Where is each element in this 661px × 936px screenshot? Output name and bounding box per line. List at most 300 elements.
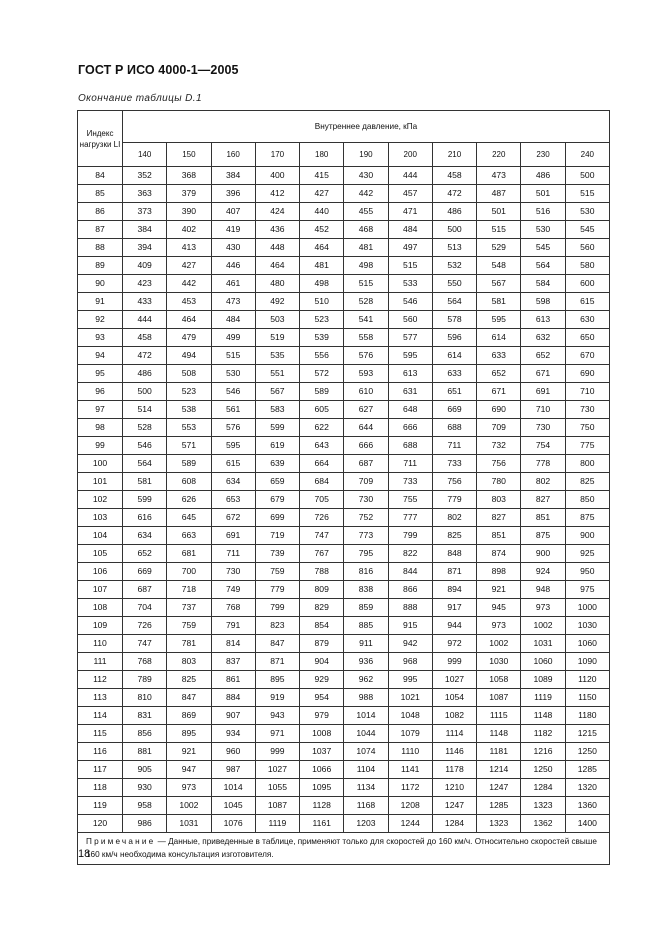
load-value-cell: 829: [300, 599, 344, 617]
load-value-cell: 775: [565, 437, 609, 455]
load-value-cell: 1161: [300, 815, 344, 833]
load-value-cell: 942: [388, 635, 432, 653]
load-value-cell: 407: [211, 203, 255, 221]
load-value-cell: 822: [388, 545, 432, 563]
load-value-cell: 589: [300, 383, 344, 401]
load-value-cell: 1058: [477, 671, 521, 689]
load-value-cell: 1110: [388, 743, 432, 761]
note-heading: Примечание: [86, 837, 156, 846]
table-foot: [78, 833, 610, 865]
load-value-cell: 631: [388, 383, 432, 401]
load-index-cell: 113: [78, 689, 123, 707]
load-value-cell: 384: [123, 221, 167, 239]
table-row: [78, 491, 610, 509]
load-value-cell: 564: [521, 257, 565, 275]
load-value-cell: 1284: [521, 779, 565, 797]
load-index-cell: 95: [78, 365, 123, 383]
load-index-cell: 117: [78, 761, 123, 779]
load-index-cell: 107: [78, 581, 123, 599]
load-value-cell: 780: [477, 473, 521, 491]
load-value-cell: 709: [477, 419, 521, 437]
load-value-cell: 719: [255, 527, 299, 545]
load-value-cell: 430: [344, 167, 388, 185]
load-value-cell: 616: [123, 509, 167, 527]
load-value-cell: 718: [167, 581, 211, 599]
load-value-cell: 750: [565, 419, 609, 437]
load-value-cell: 528: [344, 293, 388, 311]
load-value-cell: 950: [565, 563, 609, 581]
load-value-cell: 608: [167, 473, 211, 491]
load-value-cell: 510: [300, 293, 344, 311]
load-value-cell: 704: [123, 599, 167, 617]
table-row: [78, 311, 610, 329]
load-value-cell: 861: [211, 671, 255, 689]
load-value-cell: 622: [300, 419, 344, 437]
load-value-cell: 535: [255, 347, 299, 365]
load-value-cell: 911: [344, 635, 388, 653]
load-value-cell: 453: [167, 293, 211, 311]
load-value-cell: 1148: [521, 707, 565, 725]
load-value-cell: 363: [123, 185, 167, 203]
load-value-cell: 560: [565, 239, 609, 257]
load-value-cell: 546: [388, 293, 432, 311]
load-value-cell: 530: [565, 203, 609, 221]
load-value-cell: 962: [344, 671, 388, 689]
load-value-cell: 571: [167, 437, 211, 455]
load-value-cell: 599: [123, 491, 167, 509]
load-value-cell: 1182: [521, 725, 565, 743]
load-value-cell: 681: [167, 545, 211, 563]
load-index-cell: 109: [78, 617, 123, 635]
load-value-cell: 1021: [388, 689, 432, 707]
load-value-cell: 515: [388, 257, 432, 275]
load-value-cell: 598: [521, 293, 565, 311]
load-value-cell: 666: [344, 437, 388, 455]
load-value-cell: 960: [211, 743, 255, 761]
table-row: [78, 761, 610, 779]
table-row: [78, 725, 610, 743]
load-value-cell: 1320: [565, 779, 609, 797]
load-value-cell: 413: [167, 239, 211, 257]
load-value-cell: 1090: [565, 653, 609, 671]
table-row: [78, 203, 610, 221]
load-value-cell: 1323: [477, 815, 521, 833]
load-value-cell: 663: [167, 527, 211, 545]
load-value-cell: 825: [432, 527, 476, 545]
load-value-cell: 545: [565, 221, 609, 239]
load-value-cell: 1247: [432, 797, 476, 815]
load-value-cell: 810: [123, 689, 167, 707]
load-value-cell: 924: [521, 563, 565, 581]
load-value-cell: 546: [123, 437, 167, 455]
load-value-cell: 368: [167, 167, 211, 185]
pressure-value-header: 190: [344, 143, 388, 167]
load-value-cell: 789: [123, 671, 167, 689]
load-value-cell: 1285: [477, 797, 521, 815]
load-value-cell: 634: [211, 473, 255, 491]
load-value-cell: 919: [255, 689, 299, 707]
table-row: [78, 545, 610, 563]
load-value-cell: 634: [123, 527, 167, 545]
table-row: [78, 743, 610, 761]
table-row: [78, 707, 610, 725]
load-value-cell: 652: [521, 347, 565, 365]
load-value-cell: 464: [167, 311, 211, 329]
load-value-cell: 972: [432, 635, 476, 653]
load-value-cell: 1089: [521, 671, 565, 689]
load-value-cell: 898: [477, 563, 521, 581]
load-value-cell: 711: [432, 437, 476, 455]
load-value-cell: 1082: [432, 707, 476, 725]
load-value-cell: 1360: [565, 797, 609, 815]
load-value-cell: 1115: [477, 707, 521, 725]
load-value-cell: 614: [477, 329, 521, 347]
load-value-cell: 905: [123, 761, 167, 779]
load-value-cell: 613: [521, 311, 565, 329]
load-value-cell: 814: [211, 635, 255, 653]
load-value-cell: 915: [388, 617, 432, 635]
load-value-cell: 600: [565, 275, 609, 293]
load-value-cell: 545: [521, 239, 565, 257]
load-value-cell: 487: [477, 185, 521, 203]
load-value-cell: 1031: [167, 815, 211, 833]
pressure-value-header: 160: [211, 143, 255, 167]
load-value-cell: 442: [344, 185, 388, 203]
load-index-cell: 99: [78, 437, 123, 455]
load-value-cell: 973: [477, 617, 521, 635]
load-value-cell: 803: [477, 491, 521, 509]
load-value-cell: 779: [255, 581, 299, 599]
load-value-cell: 781: [167, 635, 211, 653]
table-row: [78, 167, 610, 185]
load-value-cell: 1002: [167, 797, 211, 815]
note-cell: [78, 833, 610, 865]
table-row: [78, 221, 610, 239]
load-value-cell: 837: [211, 653, 255, 671]
load-value-cell: 874: [477, 545, 521, 563]
load-value-cell: 747: [123, 635, 167, 653]
load-value-cell: 444: [123, 311, 167, 329]
load-value-cell: 1104: [344, 761, 388, 779]
pressure-value-header: 240: [565, 143, 609, 167]
pressure-header: Внутреннее давление, кПа: [123, 111, 610, 143]
load-value-cell: 730: [344, 491, 388, 509]
load-value-cell: 756: [477, 455, 521, 473]
load-value-cell: 546: [211, 383, 255, 401]
load-value-cell: 737: [167, 599, 211, 617]
load-value-cell: 669: [432, 401, 476, 419]
load-value-cell: 755: [388, 491, 432, 509]
load-value-cell: 373: [123, 203, 167, 221]
load-value-cell: 508: [167, 365, 211, 383]
load-value-cell: 643: [300, 437, 344, 455]
load-value-cell: 875: [521, 527, 565, 545]
load-value-cell: 394: [123, 239, 167, 257]
load-value-cell: 1210: [432, 779, 476, 797]
load-value-cell: 479: [167, 329, 211, 347]
load-value-cell: 710: [521, 401, 565, 419]
load-value-cell: 1048: [388, 707, 432, 725]
load-value-cell: 481: [300, 257, 344, 275]
load-value-cell: 352: [123, 167, 167, 185]
load-value-cell: 854: [300, 617, 344, 635]
load-value-cell: 847: [255, 635, 299, 653]
load-value-cell: 945: [477, 599, 521, 617]
load-value-cell: 700: [167, 563, 211, 581]
load-value-cell: 516: [521, 203, 565, 221]
load-value-cell: 749: [211, 581, 255, 599]
load-value-cell: 558: [344, 329, 388, 347]
load-value-cell: 986: [123, 815, 167, 833]
table-caption: Окончание таблицы D.1: [78, 93, 202, 104]
load-value-cell: 971: [255, 725, 299, 743]
load-value-cell: 988: [344, 689, 388, 707]
table-row: [78, 653, 610, 671]
load-value-cell: 400: [255, 167, 299, 185]
load-value-cell: 888: [388, 599, 432, 617]
load-index-cell: 118: [78, 779, 123, 797]
load-value-cell: 580: [565, 257, 609, 275]
load-index-cell: 120: [78, 815, 123, 833]
table-row: [78, 401, 610, 419]
page-number: 18: [78, 848, 91, 860]
load-value-cell: 754: [521, 437, 565, 455]
load-value-cell: 472: [123, 347, 167, 365]
load-value-cell: 653: [211, 491, 255, 509]
load-value-cell: 614: [432, 347, 476, 365]
load-value-cell: 711: [211, 545, 255, 563]
load-value-cell: 803: [167, 653, 211, 671]
load-value-cell: 739: [255, 545, 299, 563]
load-value-cell: 599: [255, 419, 299, 437]
load-value-cell: 430: [211, 239, 255, 257]
load-value-cell: 409: [123, 257, 167, 275]
load-value-cell: 900: [521, 545, 565, 563]
load-value-cell: 581: [123, 473, 167, 491]
table-row: [78, 257, 610, 275]
load-value-cell: 730: [521, 419, 565, 437]
load-value-cell: 550: [432, 275, 476, 293]
load-value-cell: 691: [521, 383, 565, 401]
load-index-cell: 110: [78, 635, 123, 653]
load-value-cell: 1014: [344, 707, 388, 725]
load-value-cell: 498: [344, 257, 388, 275]
load-value-cell: 726: [300, 509, 344, 527]
load-value-cell: 500: [565, 167, 609, 185]
load-value-cell: 605: [300, 401, 344, 419]
table-row: [78, 563, 610, 581]
load-value-cell: 613: [388, 365, 432, 383]
load-value-cell: 497: [388, 239, 432, 257]
load-value-cell: 390: [167, 203, 211, 221]
load-value-cell: 615: [211, 455, 255, 473]
load-value-cell: 481: [344, 239, 388, 257]
load-value-cell: 627: [344, 401, 388, 419]
load-value-cell: 671: [521, 365, 565, 383]
load-value-cell: 615: [565, 293, 609, 311]
load-value-cell: 1060: [521, 653, 565, 671]
load-value-cell: 492: [255, 293, 299, 311]
load-value-cell: 799: [388, 527, 432, 545]
load-value-cell: 645: [167, 509, 211, 527]
load-value-cell: 1054: [432, 689, 476, 707]
load-value-cell: 838: [344, 581, 388, 599]
load-value-cell: 1178: [432, 761, 476, 779]
load-value-cell: 633: [432, 365, 476, 383]
load-value-cell: 468: [344, 221, 388, 239]
load-value-cell: 498: [300, 275, 344, 293]
load-value-cell: 732: [477, 437, 521, 455]
load-value-cell: 424: [255, 203, 299, 221]
load-value-cell: 633: [477, 347, 521, 365]
table-row: [78, 329, 610, 347]
load-value-cell: 827: [521, 491, 565, 509]
load-value-cell: 907: [211, 707, 255, 725]
load-index-cell: 87: [78, 221, 123, 239]
load-value-cell: 471: [388, 203, 432, 221]
load-value-cell: 800: [565, 455, 609, 473]
load-value-cell: 440: [300, 203, 344, 221]
load-index-cell: 105: [78, 545, 123, 563]
load-value-cell: 684: [300, 473, 344, 491]
load-value-cell: 881: [123, 743, 167, 761]
load-value-cell: 954: [300, 689, 344, 707]
load-value-cell: 1027: [255, 761, 299, 779]
pressure-value-header: 140: [123, 143, 167, 167]
load-value-cell: 1087: [255, 797, 299, 815]
load-value-cell: 851: [477, 527, 521, 545]
load-value-cell: 1172: [388, 779, 432, 797]
load-value-cell: 1002: [521, 617, 565, 635]
load-value-cell: 1114: [432, 725, 476, 743]
load-value-cell: 529: [477, 239, 521, 257]
table-row: [78, 599, 610, 617]
load-value-cell: 1030: [565, 617, 609, 635]
table-row: [78, 239, 610, 257]
load-value-cell: 768: [123, 653, 167, 671]
load-value-cell: 895: [255, 671, 299, 689]
load-value-cell: 532: [432, 257, 476, 275]
load-value-cell: 705: [300, 491, 344, 509]
load-value-cell: 799: [255, 599, 299, 617]
load-value-cell: 379: [167, 185, 211, 203]
load-index-cell: 90: [78, 275, 123, 293]
load-value-cell: 402: [167, 221, 211, 239]
load-index-cell: 96: [78, 383, 123, 401]
table-row: [78, 509, 610, 527]
load-value-cell: 848: [432, 545, 476, 563]
load-index-cell: 88: [78, 239, 123, 257]
load-index-cell: 112: [78, 671, 123, 689]
load-index-cell: 115: [78, 725, 123, 743]
load-value-cell: 444: [388, 167, 432, 185]
load-value-cell: 419: [211, 221, 255, 239]
load-value-cell: 759: [167, 617, 211, 635]
load-value-cell: 917: [432, 599, 476, 617]
load-value-cell: 564: [432, 293, 476, 311]
load-value-cell: 458: [123, 329, 167, 347]
load-value-cell: 564: [123, 455, 167, 473]
load-value-cell: 679: [255, 491, 299, 509]
load-index-cell: 92: [78, 311, 123, 329]
table-header-row: [78, 111, 610, 143]
load-value-cell: 1037: [300, 743, 344, 761]
load-value-cell: 759: [255, 563, 299, 581]
load-value-cell: 578: [432, 311, 476, 329]
load-value-cell: 802: [521, 473, 565, 491]
load-value-cell: 473: [211, 293, 255, 311]
load-value-cell: 436: [255, 221, 299, 239]
load-value-cell: 884: [211, 689, 255, 707]
load-value-cell: 672: [211, 509, 255, 527]
load-value-cell: 652: [123, 545, 167, 563]
load-value-cell: 1146: [432, 743, 476, 761]
load-value-cell: 523: [300, 311, 344, 329]
load-value-cell: 1027: [432, 671, 476, 689]
load-value-cell: 455: [344, 203, 388, 221]
load-value-cell: 619: [255, 437, 299, 455]
load-index-cell: 116: [78, 743, 123, 761]
load-value-cell: 929: [300, 671, 344, 689]
pressure-value-header: 230: [521, 143, 565, 167]
table-row: [78, 815, 610, 833]
load-value-cell: 726: [123, 617, 167, 635]
load-value-cell: 1323: [521, 797, 565, 815]
load-value-cell: 484: [211, 311, 255, 329]
load-value-cell: 553: [167, 419, 211, 437]
load-value-cell: 844: [388, 563, 432, 581]
load-value-cell: 690: [477, 401, 521, 419]
load-value-cell: 904: [300, 653, 344, 671]
load-value-cell: 666: [388, 419, 432, 437]
load-value-cell: 384: [211, 167, 255, 185]
load-value-cell: 630: [565, 311, 609, 329]
load-value-cell: 885: [344, 617, 388, 635]
load-value-cell: 494: [167, 347, 211, 365]
load-index-cell: 104: [78, 527, 123, 545]
load-value-cell: 530: [521, 221, 565, 239]
load-value-cell: 948: [521, 581, 565, 599]
load-value-cell: 1000: [565, 599, 609, 617]
load-value-cell: 583: [255, 401, 299, 419]
load-value-cell: 556: [300, 347, 344, 365]
load-value-cell: 515: [344, 275, 388, 293]
load-value-cell: 947: [167, 761, 211, 779]
load-index-cell: 94: [78, 347, 123, 365]
load-value-cell: 626: [167, 491, 211, 509]
load-value-cell: 871: [255, 653, 299, 671]
load-value-cell: 869: [167, 707, 211, 725]
load-value-cell: 944: [432, 617, 476, 635]
load-index-cell: 84: [78, 167, 123, 185]
load-value-cell: 596: [432, 329, 476, 347]
load-value-cell: 1120: [565, 671, 609, 689]
load-value-cell: 999: [432, 653, 476, 671]
load-index-table: [77, 110, 610, 865]
load-value-cell: 773: [344, 527, 388, 545]
table-row: [78, 671, 610, 689]
load-value-cell: 752: [344, 509, 388, 527]
table-row: [78, 437, 610, 455]
load-value-cell: 802: [432, 509, 476, 527]
load-value-cell: 503: [255, 311, 299, 329]
load-value-cell: 464: [300, 239, 344, 257]
table-row: [78, 779, 610, 797]
table-row: [78, 455, 610, 473]
load-value-cell: 859: [344, 599, 388, 617]
load-value-cell: 1150: [565, 689, 609, 707]
load-index-cell: 119: [78, 797, 123, 815]
